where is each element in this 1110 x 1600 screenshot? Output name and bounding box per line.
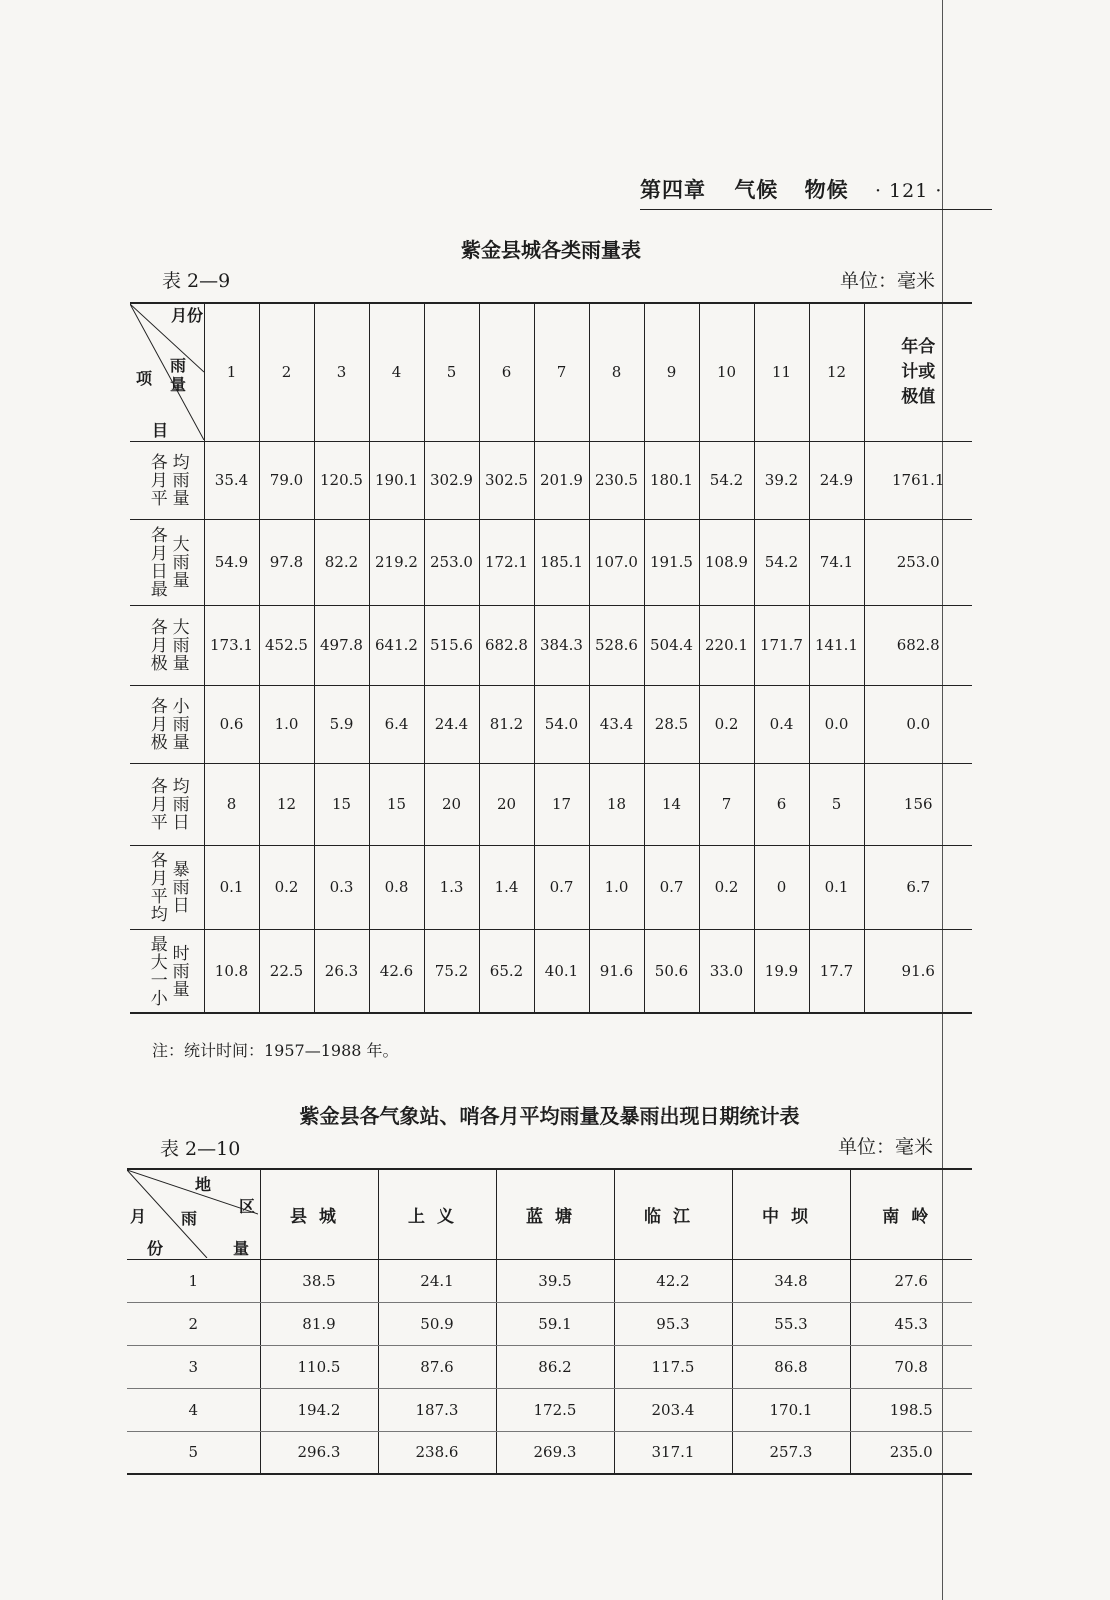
total-header-line: 极值 bbox=[901, 386, 936, 407]
data-cell: 238.6 bbox=[378, 1431, 496, 1474]
data-cell: 0 bbox=[754, 845, 809, 929]
month-header: 12 bbox=[809, 303, 864, 441]
data-cell: 198.5 bbox=[850, 1388, 972, 1431]
data-cell: 0.1 bbox=[204, 845, 259, 929]
table-row bbox=[127, 1388, 972, 1431]
row-item-label bbox=[130, 519, 204, 605]
data-cell: 172.5 bbox=[496, 1388, 614, 1431]
data-cell: 257.3 bbox=[732, 1431, 850, 1474]
row-item-label bbox=[130, 845, 204, 929]
data-cell: 95.3 bbox=[614, 1302, 732, 1345]
data-cell: 82.2 bbox=[314, 519, 369, 605]
data-cell: 42.2 bbox=[614, 1259, 732, 1302]
month-header: 3 bbox=[314, 303, 369, 441]
data-cell: 296.3 bbox=[260, 1431, 378, 1474]
data-cell: 201.9 bbox=[534, 441, 589, 519]
data-cell: 191.5 bbox=[644, 519, 699, 605]
data-cell: 172.1 bbox=[479, 519, 534, 605]
data-cell: 0.2 bbox=[699, 685, 754, 763]
item-label-part: 各月平 bbox=[146, 777, 167, 831]
data-cell: 269.3 bbox=[496, 1431, 614, 1474]
data-cell: 54.2 bbox=[754, 519, 809, 605]
corner-label-mu: 目 bbox=[152, 421, 169, 441]
data-cell: 15 bbox=[314, 763, 369, 845]
page-header bbox=[640, 174, 992, 204]
data-cell: 14 bbox=[644, 763, 699, 845]
data-cell: 1.0 bbox=[589, 845, 644, 929]
corner-label-liang: 量 bbox=[233, 1239, 250, 1259]
data-cell: 0.1 bbox=[809, 845, 864, 929]
data-cell: 40.1 bbox=[534, 929, 589, 1013]
row-item-label bbox=[130, 605, 204, 685]
row-item-label bbox=[130, 763, 204, 845]
data-cell: 504.4 bbox=[644, 605, 699, 685]
table-row bbox=[130, 929, 972, 1013]
data-cell: 18 bbox=[589, 763, 644, 845]
data-cell: 141.1 bbox=[809, 605, 864, 685]
data-cell: 50.6 bbox=[644, 929, 699, 1013]
data-cell: 87.6 bbox=[378, 1345, 496, 1388]
data-cell: 75.2 bbox=[424, 929, 479, 1013]
item-label-part: 时雨量 bbox=[168, 943, 189, 998]
item-label-part: 各月平 bbox=[146, 453, 167, 507]
data-cell: 7 bbox=[699, 763, 754, 845]
data-cell: 641.2 bbox=[369, 605, 424, 685]
data-cell: 12 bbox=[259, 763, 314, 845]
table1-label: 表 2—9 bbox=[162, 270, 231, 292]
item-label-part: 均雨量 bbox=[168, 453, 189, 507]
data-cell: 1.0 bbox=[259, 685, 314, 763]
row-item-label bbox=[130, 929, 204, 1013]
data-cell: 70.8 bbox=[850, 1345, 972, 1388]
data-cell: 17.7 bbox=[809, 929, 864, 1013]
data-cell: 24.4 bbox=[424, 685, 479, 763]
total-cell: 91.6 bbox=[864, 929, 972, 1013]
data-cell: 97.8 bbox=[259, 519, 314, 605]
data-cell: 0.6 bbox=[204, 685, 259, 763]
item-label-part: 大雨量 bbox=[168, 618, 189, 672]
table2-title: 紫金县各气象站、哨各月平均雨量及暴雨出现日期统计表 bbox=[299, 1104, 800, 1128]
data-cell: 20 bbox=[424, 763, 479, 845]
data-cell: 0.0 bbox=[809, 685, 864, 763]
data-cell: 5.9 bbox=[314, 685, 369, 763]
total-cell: 1761.1 bbox=[864, 441, 972, 519]
data-cell: 220.1 bbox=[699, 605, 754, 685]
data-cell: 45.3 bbox=[850, 1302, 972, 1345]
data-cell: 86.8 bbox=[732, 1345, 850, 1388]
data-cell: 0.8 bbox=[369, 845, 424, 929]
item-label-part: 小雨量 bbox=[168, 697, 189, 751]
data-cell: 55.3 bbox=[732, 1302, 850, 1345]
data-cell: 26.3 bbox=[314, 929, 369, 1013]
total-header-line: 计或 bbox=[901, 361, 936, 382]
data-cell: 39.5 bbox=[496, 1259, 614, 1302]
month-cell: 5 bbox=[127, 1431, 260, 1474]
item-label-part: 均雨日 bbox=[168, 777, 189, 831]
data-cell: 28.5 bbox=[644, 685, 699, 763]
data-cell: 27.6 bbox=[850, 1259, 972, 1302]
row-item-label bbox=[130, 685, 204, 763]
table-row bbox=[127, 1302, 972, 1345]
data-cell: 384.3 bbox=[534, 605, 589, 685]
station-header: 南岭 bbox=[850, 1169, 972, 1259]
table-row bbox=[130, 845, 972, 929]
data-cell: 19.9 bbox=[754, 929, 809, 1013]
data-cell: 0.4 bbox=[754, 685, 809, 763]
corner-label-rainfall: 雨量 bbox=[169, 356, 186, 395]
data-cell: 110.5 bbox=[260, 1345, 378, 1388]
data-cell: 6 bbox=[754, 763, 809, 845]
corner-label-item: 项 bbox=[136, 369, 153, 389]
data-cell: 6.4 bbox=[369, 685, 424, 763]
data-cell: 54.9 bbox=[204, 519, 259, 605]
item-label-part: 暴雨日 bbox=[168, 860, 189, 914]
data-cell: 0.7 bbox=[534, 845, 589, 929]
data-cell: 253.0 bbox=[424, 519, 479, 605]
table2-header-row bbox=[127, 1169, 972, 1259]
data-cell: 0.2 bbox=[259, 845, 314, 929]
data-cell: 86.2 bbox=[496, 1345, 614, 1388]
data-cell: 1.4 bbox=[479, 845, 534, 929]
data-cell: 59.1 bbox=[496, 1302, 614, 1345]
data-cell: 173.1 bbox=[204, 605, 259, 685]
data-cell: 235.0 bbox=[850, 1431, 972, 1474]
data-cell: 107.0 bbox=[589, 519, 644, 605]
data-cell: 50.9 bbox=[378, 1302, 496, 1345]
station-header: 县城 bbox=[260, 1169, 378, 1259]
item-label-part: 大雨量 bbox=[168, 535, 189, 589]
data-cell: 17 bbox=[534, 763, 589, 845]
data-cell: 24.1 bbox=[378, 1259, 496, 1302]
item-label-part: 各月平均 bbox=[146, 851, 167, 923]
month-header: 10 bbox=[699, 303, 754, 441]
data-cell: 171.7 bbox=[754, 605, 809, 685]
station-header: 中坝 bbox=[732, 1169, 850, 1259]
data-cell: 190.1 bbox=[369, 441, 424, 519]
table-row bbox=[130, 605, 972, 685]
data-cell: 5 bbox=[809, 763, 864, 845]
section-title-climate: 气候 bbox=[734, 178, 779, 202]
table2-unit: 单位：毫米 bbox=[838, 1136, 934, 1158]
data-cell: 108.9 bbox=[699, 519, 754, 605]
data-cell: 10.8 bbox=[204, 929, 259, 1013]
table1-header-row bbox=[130, 303, 972, 441]
data-cell: 24.9 bbox=[809, 441, 864, 519]
month-header: 8 bbox=[589, 303, 644, 441]
data-cell: 35.4 bbox=[204, 441, 259, 519]
data-cell: 302.5 bbox=[479, 441, 534, 519]
data-cell: 185.1 bbox=[534, 519, 589, 605]
data-cell: 65.2 bbox=[479, 929, 534, 1013]
month-cell: 1 bbox=[127, 1259, 260, 1302]
data-cell: 81.9 bbox=[260, 1302, 378, 1345]
total-cell: 682.8 bbox=[864, 605, 972, 685]
data-cell: 515.6 bbox=[424, 605, 479, 685]
month-header: 6 bbox=[479, 303, 534, 441]
data-cell: 39.2 bbox=[754, 441, 809, 519]
data-cell: 22.5 bbox=[259, 929, 314, 1013]
corner-label-fen: 份 bbox=[147, 1239, 164, 1259]
month-header: 4 bbox=[369, 303, 424, 441]
table-row bbox=[130, 441, 972, 519]
data-cell: 1.3 bbox=[424, 845, 479, 929]
data-cell: 8 bbox=[204, 763, 259, 845]
total-cell: 156 bbox=[864, 763, 972, 845]
data-cell: 497.8 bbox=[314, 605, 369, 685]
table1-unit: 单位：毫米 bbox=[840, 270, 936, 292]
data-cell: 230.5 bbox=[589, 441, 644, 519]
data-cell: 74.1 bbox=[809, 519, 864, 605]
table2-label: 表 2—10 bbox=[160, 1138, 241, 1160]
data-cell: 528.6 bbox=[589, 605, 644, 685]
data-cell: 117.5 bbox=[614, 1345, 732, 1388]
data-cell: 91.6 bbox=[589, 929, 644, 1013]
data-cell: 42.6 bbox=[369, 929, 424, 1013]
data-cell: 170.1 bbox=[732, 1388, 850, 1431]
total-header bbox=[864, 303, 972, 441]
table-row bbox=[130, 763, 972, 845]
month-header: 11 bbox=[754, 303, 809, 441]
data-cell: 452.5 bbox=[259, 605, 314, 685]
page-number: · 121 · bbox=[874, 180, 943, 202]
item-label-part: 各月极 bbox=[146, 697, 167, 751]
corner-label-yu: 雨 bbox=[181, 1209, 198, 1229]
table-row bbox=[127, 1431, 972, 1474]
station-header: 上义 bbox=[378, 1169, 496, 1259]
month-header: 7 bbox=[534, 303, 589, 441]
data-cell: 219.2 bbox=[369, 519, 424, 605]
chapter-title: 第四章 bbox=[640, 178, 706, 202]
station-rainfall-table bbox=[127, 1168, 972, 1475]
total-cell: 0.0 bbox=[864, 685, 972, 763]
data-cell: 33.0 bbox=[699, 929, 754, 1013]
month-cell: 2 bbox=[127, 1302, 260, 1345]
rainfall-table bbox=[130, 302, 972, 1014]
corner-label-yue: 月 bbox=[130, 1207, 147, 1227]
header-rule bbox=[640, 209, 992, 210]
month-cell: 4 bbox=[127, 1388, 260, 1431]
total-header-line: 年合 bbox=[901, 337, 936, 358]
table2-corner-cell bbox=[127, 1169, 260, 1259]
data-cell: 0.3 bbox=[314, 845, 369, 929]
data-cell: 194.2 bbox=[260, 1388, 378, 1431]
table-row bbox=[127, 1259, 972, 1302]
station-header: 临江 bbox=[614, 1169, 732, 1259]
corner-label-di: 地 bbox=[195, 1175, 212, 1195]
data-cell: 120.5 bbox=[314, 441, 369, 519]
section-title-phenology: 物候 bbox=[804, 178, 849, 202]
data-cell: 34.8 bbox=[732, 1259, 850, 1302]
data-cell: 187.3 bbox=[378, 1388, 496, 1431]
data-cell: 302.9 bbox=[424, 441, 479, 519]
data-cell: 15 bbox=[369, 763, 424, 845]
data-cell: 0.2 bbox=[699, 845, 754, 929]
month-header: 2 bbox=[259, 303, 314, 441]
data-cell: 79.0 bbox=[259, 441, 314, 519]
data-cell: 81.2 bbox=[479, 685, 534, 763]
table-row bbox=[130, 685, 972, 763]
row-item-label bbox=[130, 441, 204, 519]
data-cell: 38.5 bbox=[260, 1259, 378, 1302]
data-cell: 43.4 bbox=[589, 685, 644, 763]
total-cell: 253.0 bbox=[864, 519, 972, 605]
month-cell: 3 bbox=[127, 1345, 260, 1388]
data-cell: 317.1 bbox=[614, 1431, 732, 1474]
month-header: 1 bbox=[204, 303, 259, 441]
data-cell: 54.2 bbox=[699, 441, 754, 519]
item-label-part: 各月日最 bbox=[146, 526, 167, 598]
month-header: 9 bbox=[644, 303, 699, 441]
table1-title: 紫金县城各类雨量表 bbox=[461, 238, 641, 262]
data-cell: 682.8 bbox=[479, 605, 534, 685]
item-label-part: 各月极 bbox=[146, 618, 167, 672]
data-cell: 180.1 bbox=[644, 441, 699, 519]
station-header: 蓝塘 bbox=[496, 1169, 614, 1259]
month-header: 5 bbox=[424, 303, 479, 441]
data-cell: 203.4 bbox=[614, 1388, 732, 1431]
table-row bbox=[130, 519, 972, 605]
data-cell: 54.0 bbox=[534, 685, 589, 763]
total-cell: 6.7 bbox=[864, 845, 972, 929]
data-cell: 0.7 bbox=[644, 845, 699, 929]
item-label-part: 最大一小 bbox=[146, 934, 167, 1007]
table1-corner-cell bbox=[130, 303, 204, 441]
data-cell: 20 bbox=[479, 763, 534, 845]
table1-note: 注：统计时间：1957—1988 年。 bbox=[152, 1041, 399, 1060]
corner-label-month: 月份 bbox=[170, 306, 203, 326]
corner-label-qu: 区 bbox=[239, 1197, 256, 1217]
table-row bbox=[127, 1345, 972, 1388]
